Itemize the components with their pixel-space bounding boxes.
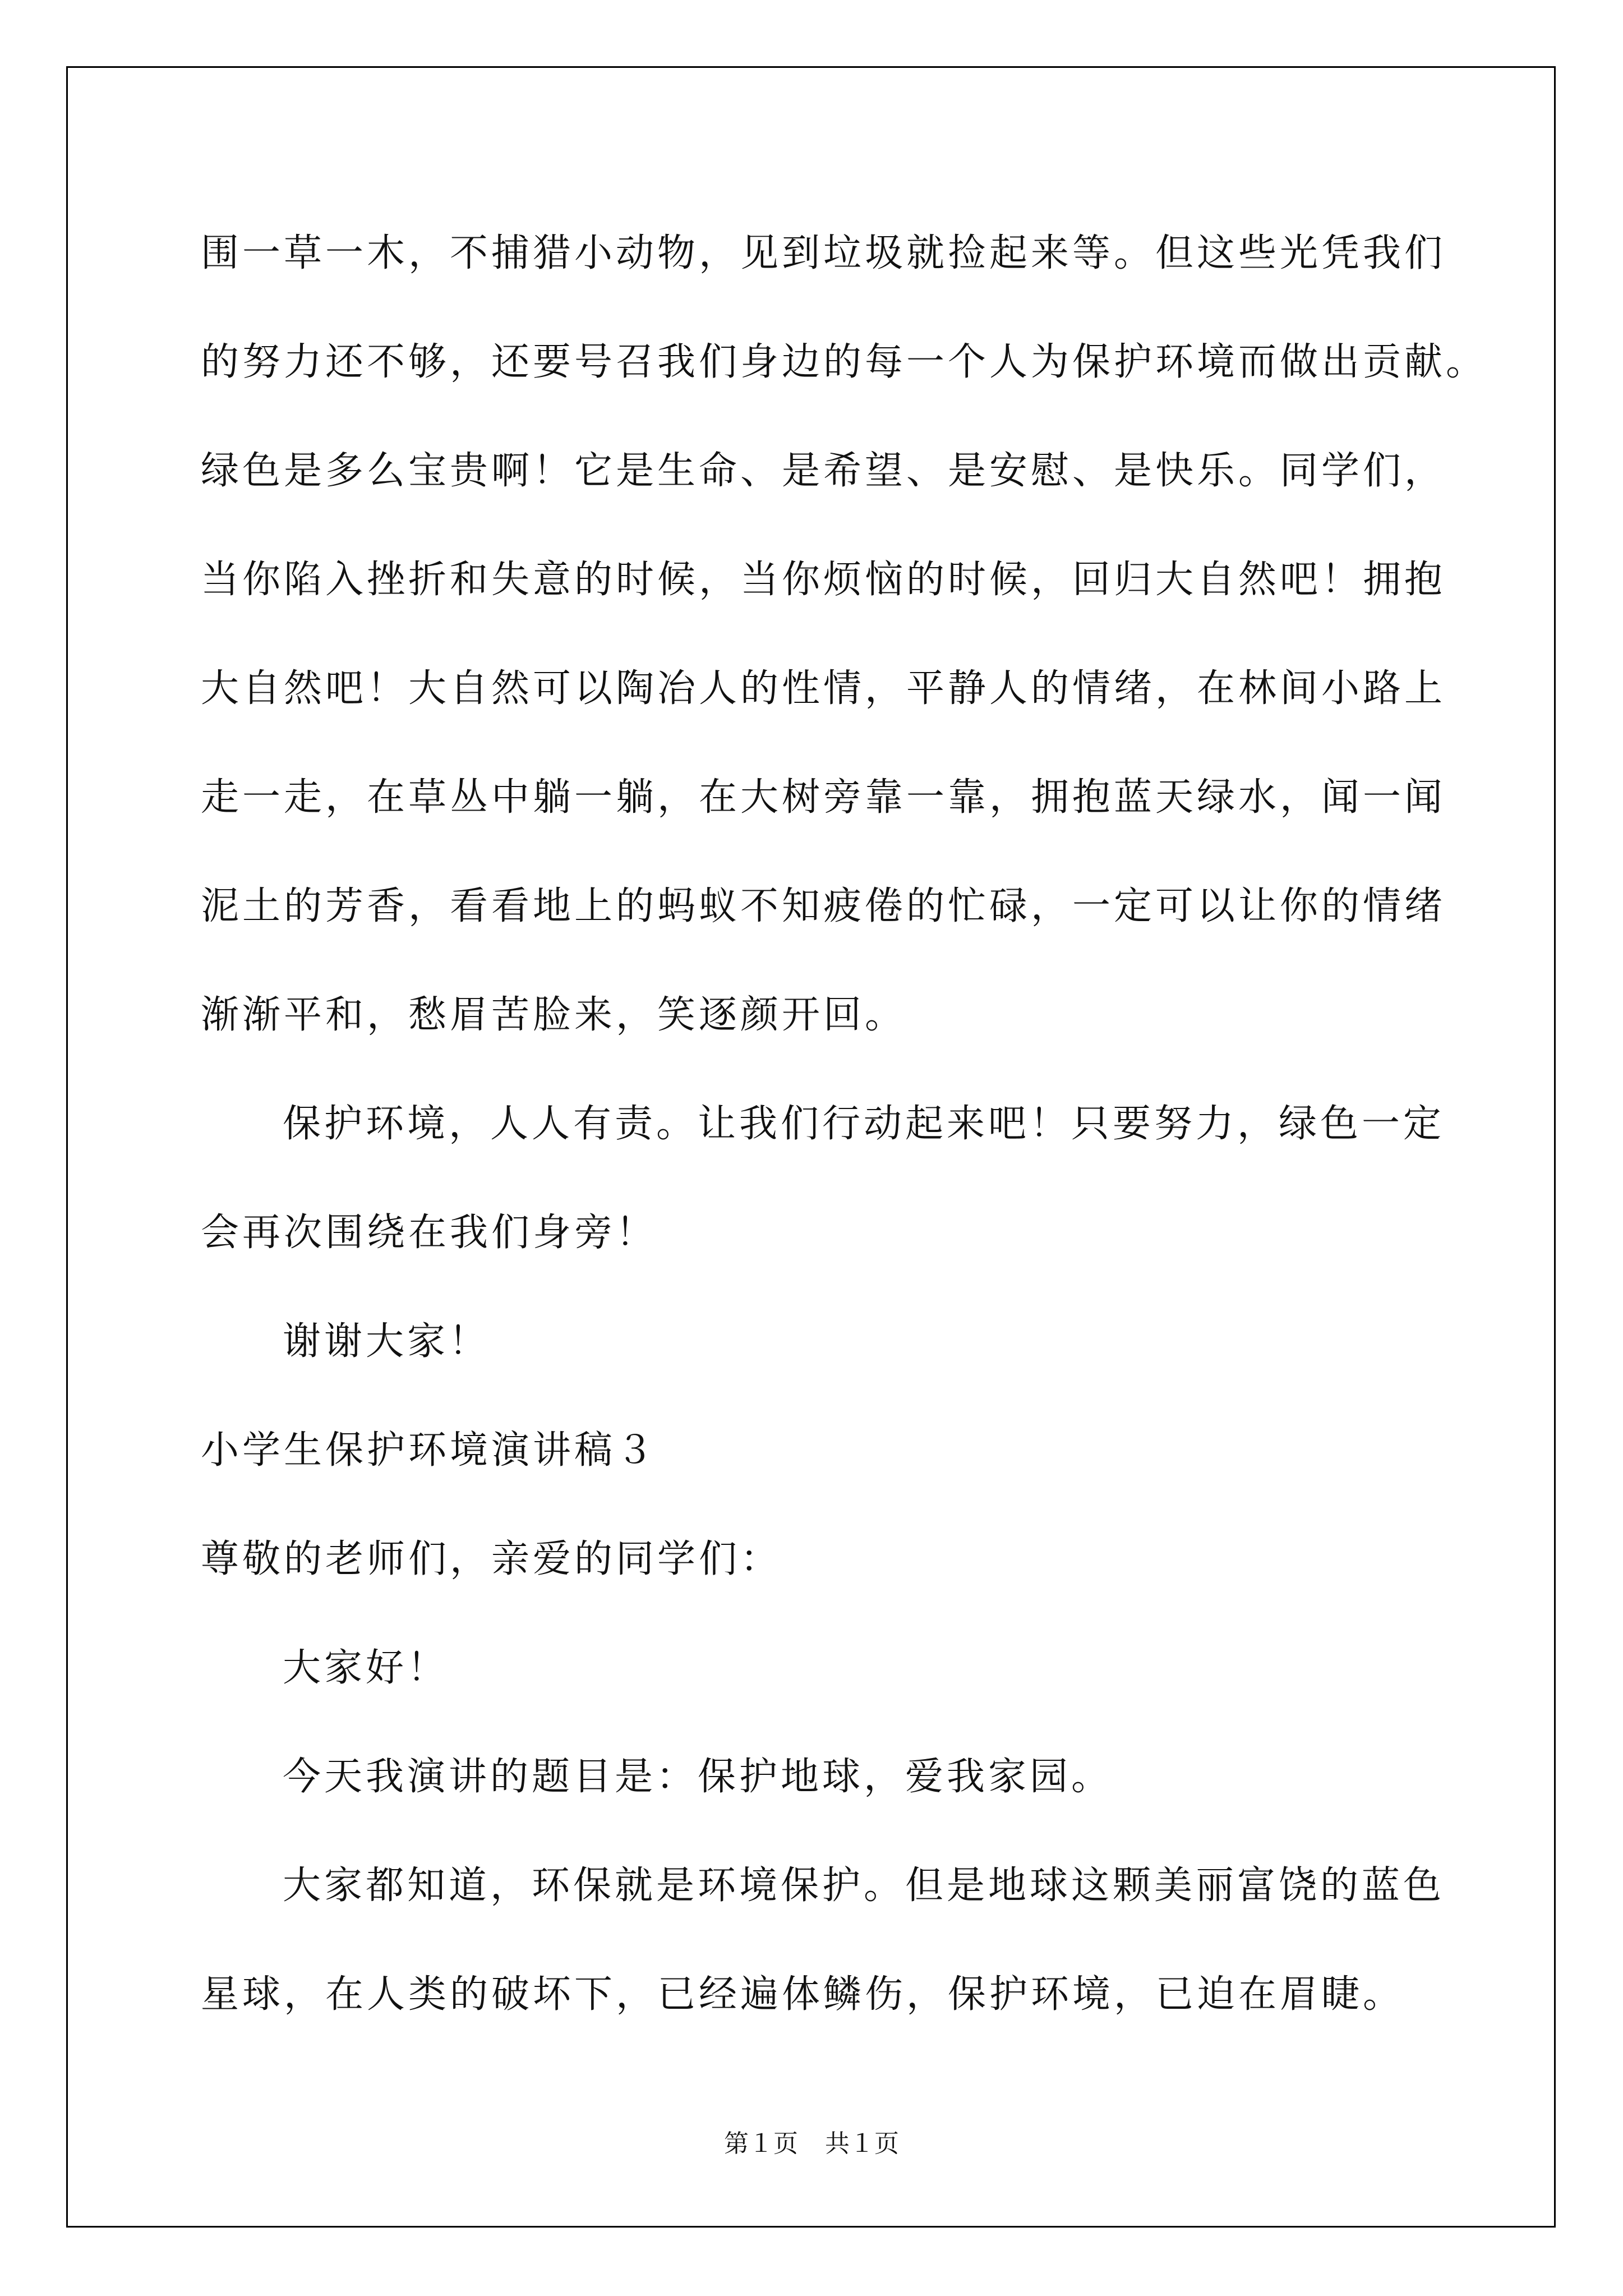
body-line-5: 大自然吧！大自然可以陶冶人的性情，平静人的情绪，在林间小路上 <box>201 666 1446 711</box>
greeting: 大家好！ <box>283 1646 449 1690</box>
body-line-6: 走一走，在草丛中躺一躺，在大树旁靠一靠，拥抱蓝天绿水，闻一闻 <box>201 775 1446 820</box>
body-line-1: 围一草一木，不捕猎小动物，见到垃圾就捡起来等。但这些光凭我们 <box>201 231 1446 275</box>
page-footer <box>0 2128 1623 2160</box>
closing-thanks: 谢谢大家！ <box>283 1319 491 1364</box>
body-line-7: 泥土的芳香，看看地上的蚂蚁不知疲倦的忙碌，一定可以让你的情绪 <box>201 884 1446 928</box>
body-line-16: 大家都知道，环保就是环境保护。但是地球这颗美丽富饶的蓝色 <box>283 1864 1445 1908</box>
page-number: 第１页 <box>724 2129 798 2158</box>
page-total: 共１页 <box>825 2129 899 2158</box>
body-line-4: 当你陷入挫折和失意的时候，当你烦恼的时候，回归大自然吧！拥抱 <box>201 558 1446 602</box>
body-line-8: 渐渐平和，愁眉苦脸来，笑逐颜开回。 <box>201 993 907 1037</box>
topic-line: 今天我演讲的题目是：保护地球，爱我家园。 <box>283 1755 1113 1799</box>
body-line-17: 星球，在人类的破坏下，已经遍体鳞伤，保护环境，已迫在眉睫。 <box>201 1972 1405 2017</box>
body-line-10: 会再次围绕在我们身旁！ <box>201 1211 658 1255</box>
body-line-9: 保护环境，人人有责。让我们行动起来吧！只要努力，绿色一定 <box>283 1102 1445 1146</box>
salutation: 尊敬的老师们，亲爱的同学们： <box>201 1537 782 1581</box>
body-line-2: 的努力还不够，还要号召我们身边的每一个人为保护环境而做出贡献。 <box>201 340 1488 384</box>
body-line-3: 绿色是多么宝贵啊！它是生命、是希望、是安慰、是快乐。同学们， <box>201 449 1446 493</box>
section-title: 小学生保护环境演讲稿３ <box>201 1428 658 1473</box>
